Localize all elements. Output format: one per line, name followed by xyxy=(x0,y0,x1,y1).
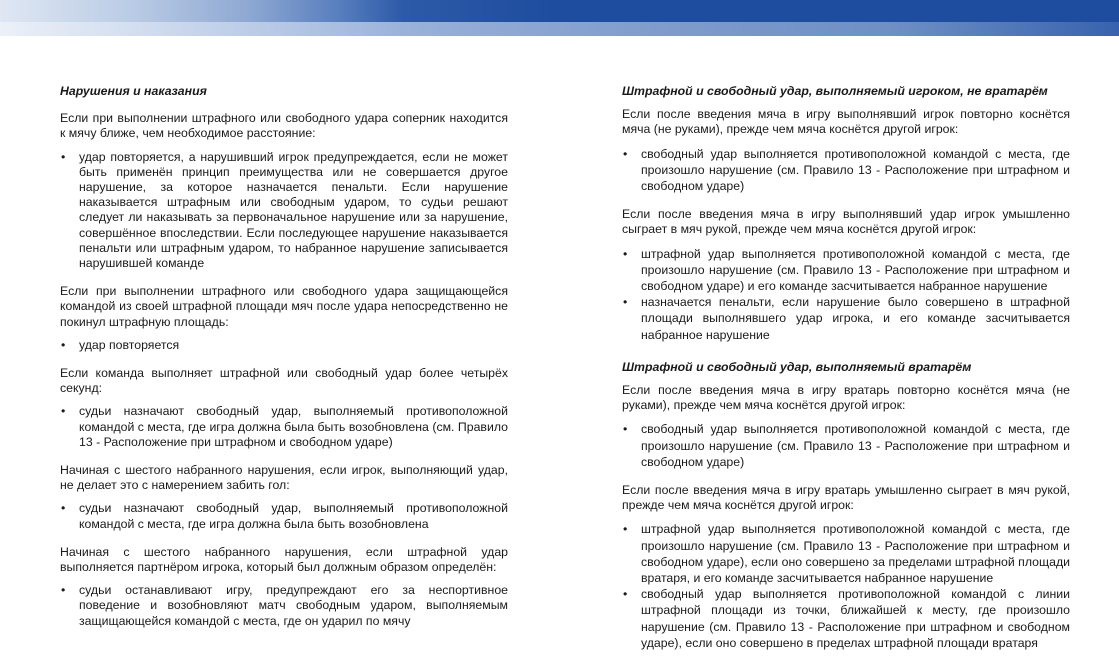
bullet-list xyxy=(60,150,508,272)
bullet-list xyxy=(60,338,508,353)
paragraph: Если после введения мяча в игру вратарь умышленно сыграет в мяч рукой, прежде чем мяча коснётся другой игрок: xyxy=(622,483,1070,513)
header-banner xyxy=(0,0,1119,36)
list-item: • свободный удар выполняется противоположной командой с линии штрафной площади из точки, ближайшей к месту, где произошло нарушение (см. Правило 13 - Расположение при штрафном и свободном ударе), если оно совершено в пределах штрафной площади вратаря xyxy=(622,586,1070,651)
list-item: • удар повторяется xyxy=(60,338,508,353)
left-column xyxy=(60,84,508,642)
bullet-list xyxy=(60,583,508,629)
bullet-list xyxy=(622,521,1070,651)
section-heading: Штрафной и свободный удар, выполняемый вратарём xyxy=(622,359,972,374)
bullet-list xyxy=(60,404,508,450)
list-item: • назначается пенальти, если нарушение было совершено в штрафной площади выполнявшего удар игрока, и его команде засчитывается набранное нарушение xyxy=(622,294,1070,343)
list-item: • судьи останавливают игру, предупреждают его за неспортивное поведение и возобновляют матч свободным ударом, выполняемым защищающейся командой с места, где он ударил по мячу xyxy=(60,583,508,629)
paragraph: Если после введения мяча в игру вратарь повторно коснётся мяча (не руками), прежде чем мяча коснётся другой игрок: xyxy=(622,383,1070,413)
bullet-list xyxy=(60,501,508,531)
list-item: • удар повторяется, а нарушивший игрок предупреждается, если не может быть применён принцип преимущества или не совершается другое нарушение, за которое назначается пенальти. Если нарушение наказывается штрафным или свободным ударом, то судьи решают следует ли наказывать за первоначальное нарушение или за нарушение, совершённое впоследствии. Если последующее нарушение наказывается пенальти или штрафным ударом, то набранное нарушение записывается нарушившей команде xyxy=(60,150,508,272)
paragraph: Начиная с шестого набранного нарушения, если игрок, выполняющий удар, не делает это с намерением забить гол: xyxy=(60,463,508,493)
list-item: • штрафной удар выполняется противоположной командой с места, где произошло нарушение (см. Правило 13 - Расположение при штрафном и свободном ударе) и его команде засчитывается набранное нарушение xyxy=(622,246,1070,295)
paragraph: Если при выполнении штрафного или свободного удара защищающейся командой из своей штрафной площади мяч после удара непосредственно не покинул штрафную площадь: xyxy=(60,284,508,329)
paragraph: Начиная с шестого набранного нарушения, если штрафной удар выполняется партнёром игрока, который был должным образом определён: xyxy=(60,544,508,575)
list-item: • свободный удар выполняется противоположной командой с места, где произошло нарушение (см. Правило 13 - Расположение при штрафном и свободном ударе) xyxy=(622,146,1070,195)
list-item: • свободный удар выполняется противоположной командой с места, где произошло нарушение (см. Правило 13 - Расположение при штрафном и свободном ударе) xyxy=(622,421,1070,470)
list-item: • штрафной удар выполняется противоположной командой с места, где произошло нарушение (см. Правило 13 - Расположение при штрафном и свободном ударе), если оно совершено за пределами штрафной площади вратаря, и его команде засчитывается набранное нарушение xyxy=(622,521,1070,586)
section-heading: Нарушения и наказания xyxy=(60,84,207,98)
right-column xyxy=(622,84,1070,664)
paragraph: Если после введения мяча в игру выполнявший игрок повторно коснётся мяча (не руками), прежде чем мяча коснётся другой игрок: xyxy=(622,107,1070,137)
paragraph: Если команда выполняет штрафной или свободный удар более четырёх секунд: xyxy=(60,366,508,396)
list-item: • судьи назначают свободный удар, выполняемый противоположной командой с места, где игра должна была быть возобновлена xyxy=(60,501,508,531)
bullet-list xyxy=(622,246,1070,343)
paragraph: Если после введения мяча в игру выполнявший удар игрок умышленно сыграет в мяч рукой, прежде чем мяча коснётся другой игрок: xyxy=(622,207,1070,237)
bullet-list xyxy=(622,146,1070,195)
paragraph: Если при выполнении штрафного или свободного удара соперник находится к мячу ближе, чем необходимое расстояние: xyxy=(60,111,508,141)
list-item: • судьи назначают свободный удар, выполняемый противоположной командой с места, где игра должна была быть возобновлена (см. Правило 13 - Расположение при штрафном и свободном ударе) xyxy=(60,404,508,450)
section-heading: Штрафной и свободный удар, выполняемый игроком, не вратарём xyxy=(622,84,1048,98)
bullet-list xyxy=(622,421,1070,470)
